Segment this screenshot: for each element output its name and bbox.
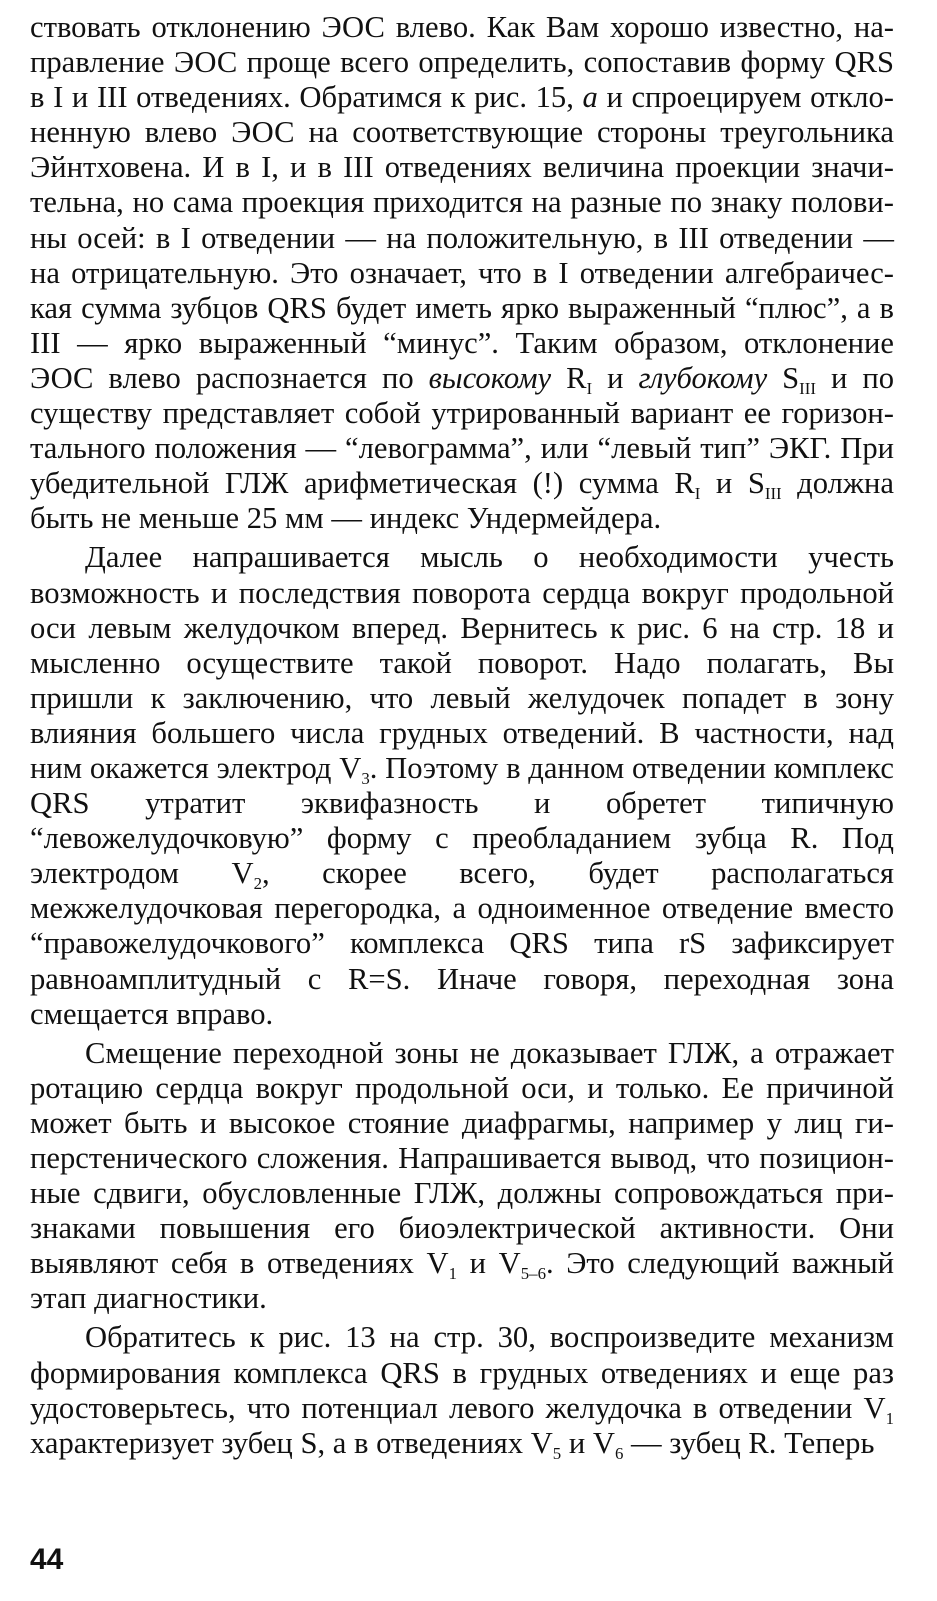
paragraph-4 (30, 1320, 894, 1463)
subscript: 1 (448, 1264, 458, 1284)
subscript: 3 (361, 768, 370, 788)
italic-text: глубокому (638, 360, 768, 395)
text-run: Далее напрашивается мысль о необходимости учесть возможность и последствия поворота сердца вокруг продольной оси левым желудочком вперед. Вернитесь к рис. 6 на стр. 18 и мысленно осуществите такой поворот. Надо полагать, Вы пришли к заключению, что левый желудочек попадет в зону влияния большего числа грудных отведений. В частности, над ним окажется электрод V (30, 540, 894, 785)
text-run: и V (561, 1425, 615, 1460)
text-run: — зубец R. Теперь (623, 1425, 875, 1460)
italic-text: высокому (428, 360, 552, 395)
subscript: III (799, 378, 816, 398)
subscript: 5–6 (520, 1264, 546, 1284)
subscript: 1 (885, 1408, 894, 1428)
text-run: должна быть не меньше 25 мм — индекс Ундермейдера. (30, 466, 894, 536)
page-number: 44 (30, 1543, 64, 1576)
text-run: S (767, 360, 800, 395)
text-run: Смещение переходной зоны не доказывает ГЛЖ, а отражает ротацию сердца вокруг продольной оси, и только. Ее причиной может быть и высокое стояние диафрагмы, например у лиц гиперстенического сложения. Напрашивается вывод, что позиционные сдвиги, обусловленные ГЛЖ, должны сопровождаться признаками повышения его биоэлектрической активности. Они выявляют себя в отведениях V (30, 1035, 894, 1281)
text-run: и S (700, 466, 765, 501)
subscript: I (586, 378, 593, 398)
subscript: 2 (253, 874, 262, 894)
subscript: III (764, 484, 782, 504)
subscript: 5 (552, 1443, 562, 1463)
text-run: Обратитесь к рис. 13 на стр. 30, воспроизведите механизм формирования комплекса QRS в грудных отведениях и еще раз удостоверьтесь, что потенциал левого желудочка в отведении V (30, 1320, 894, 1425)
text-run: . Поэтому в данном отведении комплекс QRS утратит эквифазность и обретет типичную “левожелудочковую” форму с преобладанием зубца R. Под электродом V (30, 750, 895, 891)
text-run: R (551, 360, 587, 395)
text-run: , скорее всего, будет располагаться межжелудочковая перегородка, а одноименное отведение вместо “правожелудочкового” комплекса QRS типа rS зафиксирует равноамплитудный с R=S. Иначе говоря, переходная зона смещается вправо. (30, 856, 894, 1031)
text-run: . Это следующий важный этап диагностики. (30, 1246, 895, 1316)
italic-text: а (582, 80, 598, 115)
text-run: характеризует зубец S, а в отведениях V (30, 1425, 553, 1460)
paragraph-2 (30, 540, 894, 1031)
paragraph-3 (30, 1036, 894, 1317)
text-run: и по существу представляет собой утрированный вариант ее горизонтального положения — “левограмма”, или “левый тип” ЭКГ. При убедительной ГЛЖ арифметическая (!) сумма R (30, 360, 894, 501)
subscript: 6 (614, 1443, 624, 1463)
text-run: и (592, 360, 639, 395)
paragraph-1 (30, 10, 894, 536)
text-run: ствовать отклонению ЭОС влево. Как Вам хорошо известно, направление ЭОС проще всего определить, сопоставив форму QRS в I и III отведениях. Обратимся к рис. 15, (30, 10, 894, 115)
subscript: I (694, 484, 701, 504)
text-run: и спроецируем отклоненную влево ЭОС на соответствующие стороны треугольника Эйнтховена. И в I, и в III отведениях величина проекции значительна, но сама проекция приходится на разные по знаку половины осей: в I отведении — на положительную, в III отведении — на отрицательную. Это означает, что в I отведении алгебраическая сумма зубцов QRS будет иметь ярко выраженный “плюс”, а в III — ярко выраженный “минус”. Таким образом, отклонение ЭОС влево распознается по (30, 80, 894, 395)
text-run: и V (457, 1246, 521, 1281)
page-body (30, 10, 894, 1461)
